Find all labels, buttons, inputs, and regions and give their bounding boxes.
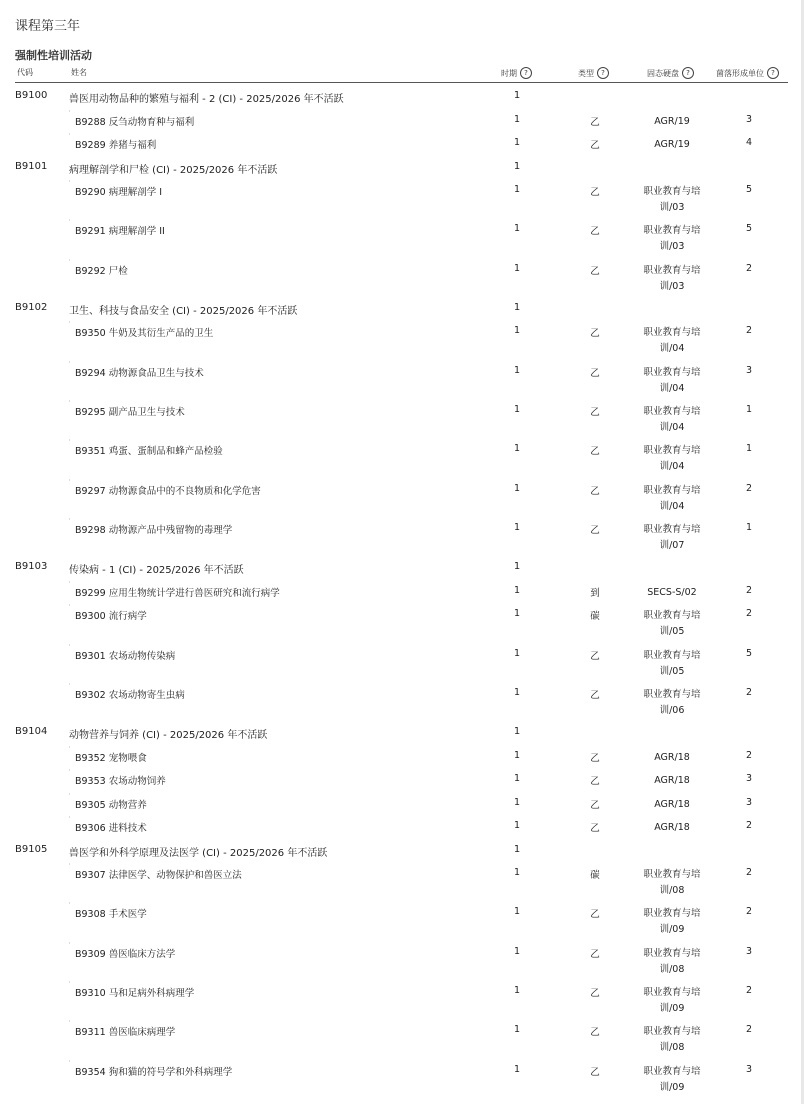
hours-value: 1 xyxy=(513,749,521,761)
group-name: 兽医用动物品种的繁殖与福利 - 2 (CI) - 2025/2026 年不活跃 xyxy=(69,94,344,105)
hours-value: 1 xyxy=(513,184,521,195)
cfu-value: 3 xyxy=(745,113,753,125)
indent-divider xyxy=(69,1020,70,1022)
ssd-line: AGR/18 xyxy=(654,822,690,834)
type-value: 乙 xyxy=(590,116,600,128)
indent-divider xyxy=(69,769,70,771)
ssd-line: 职业教育与培 xyxy=(643,610,701,622)
hours-value: 1 xyxy=(513,113,521,125)
ssd-value xyxy=(628,906,716,938)
cfu-value: 1 xyxy=(745,443,753,455)
ssd-line: 职业教育与培 xyxy=(643,225,701,237)
cfu-value: 2 xyxy=(745,686,753,698)
column-header-type xyxy=(578,67,609,79)
indent-divider xyxy=(69,942,70,944)
course-name: B9300 流行病学 xyxy=(75,611,147,623)
ssd-value xyxy=(628,365,716,397)
course-name: B9310 马和足病外科病理学 xyxy=(75,988,195,999)
ssd-line: 职业教育与培 xyxy=(643,649,701,661)
hours-value: 1 xyxy=(513,945,521,957)
type-value: 乙 xyxy=(590,328,600,340)
type-value: 乙 xyxy=(590,776,600,788)
ssd-value xyxy=(628,946,716,978)
course-name: B9298 动物源产品中残留物的毒理学 xyxy=(75,524,233,536)
type-value: 乙 xyxy=(590,909,600,921)
ssd-line: 职业教育与培 xyxy=(643,987,701,998)
ssd-line: 职业教育与培 xyxy=(643,327,701,339)
ssd-line: 训/04 xyxy=(659,382,685,394)
type-value: 乙 xyxy=(590,367,600,379)
ssd-line: 训/03 xyxy=(659,241,685,253)
indent-divider xyxy=(69,321,70,323)
group-code: B9101 xyxy=(15,160,48,172)
hours-value: 1 xyxy=(513,262,521,274)
course-name: B9354 狗和猫的符号学和外科病理学 xyxy=(75,1066,233,1078)
cfu-value: 3 xyxy=(745,773,753,785)
ssd-line: AGR/18 xyxy=(654,798,690,810)
ssd-line: 职业教育与培 xyxy=(643,484,701,496)
course-name: B9350 牛奶及其衍生产品的卫生 xyxy=(75,328,214,340)
hours-value: 1 xyxy=(513,584,521,596)
ssd-value xyxy=(628,750,716,766)
cfu-value: 2 xyxy=(745,1024,753,1036)
indent-divider xyxy=(69,581,70,583)
cfu-value: 3 xyxy=(745,364,753,376)
type-value: 乙 xyxy=(590,226,600,238)
ssd-line: 职业教育与培 xyxy=(643,947,701,959)
column-header-type-label: 类型 xyxy=(578,68,594,78)
course-name: B9311 兽医临床病理学 xyxy=(75,1027,176,1039)
hours-value: 1 xyxy=(513,137,521,148)
indent-divider xyxy=(69,180,70,182)
hours-value: 1 xyxy=(513,773,521,785)
type-value: 乙 xyxy=(590,1066,600,1078)
ssd-value xyxy=(628,522,716,554)
ssd-value xyxy=(628,114,716,130)
hours-value: 1 xyxy=(513,482,521,494)
type-value: 碳 xyxy=(590,611,600,623)
cfu-value: 2 xyxy=(745,325,753,337)
course-name: B9301 农场动物传染病 xyxy=(75,650,176,662)
ssd-line: AGR/19 xyxy=(654,139,690,150)
hours-value: 1 xyxy=(513,843,521,855)
ssd-value xyxy=(628,1064,716,1096)
ssd-line: 职业教育与培 xyxy=(643,366,701,378)
ssd-line: 训/08 xyxy=(659,963,685,975)
cfu-value: 3 xyxy=(745,1063,753,1075)
cfu-value: 2 xyxy=(745,906,753,918)
ssd-line: AGR/18 xyxy=(654,751,690,763)
group-code: B9102 xyxy=(15,301,48,313)
column-header-hours-label: 时期 xyxy=(501,68,517,78)
type-value: 乙 xyxy=(590,752,600,764)
type-value: 乙 xyxy=(590,446,600,458)
ssd-line: 训/05 xyxy=(659,626,685,638)
help-icon[interactable]: ? xyxy=(597,67,609,79)
ssd-value xyxy=(628,773,716,789)
indent-divider xyxy=(69,361,70,363)
ssd-value xyxy=(628,443,716,475)
column-header-code: 代码 xyxy=(17,68,33,77)
ssd-line: AGR/18 xyxy=(654,775,690,787)
indent-divider xyxy=(69,400,70,402)
indent-divider xyxy=(69,604,70,606)
hours-value: 1 xyxy=(513,325,521,337)
hours-value: 1 xyxy=(513,867,521,879)
column-header-hours xyxy=(501,67,532,79)
ssd-line: 训/08 xyxy=(659,885,685,897)
group-name: 卫生、科技与食品安全 (CI) - 2025/2026 年不活跃 xyxy=(69,305,298,317)
course-name: B9308 手术医学 xyxy=(75,909,147,921)
ssd-value xyxy=(628,585,716,601)
hours-value: 1 xyxy=(513,1024,521,1036)
type-value: 乙 xyxy=(590,1027,600,1039)
type-value: 乙 xyxy=(590,265,600,277)
column-header-cfu xyxy=(716,67,779,79)
ssd-line: 训/09 xyxy=(659,924,685,936)
ssd-line: 训/03 xyxy=(659,280,685,292)
ssd-line: 训/07 xyxy=(659,539,685,551)
ssd-value xyxy=(628,404,716,436)
cfu-value: 3 xyxy=(745,945,753,957)
cfu-value: 5 xyxy=(745,647,753,659)
ssd-value xyxy=(628,608,716,640)
type-value: 乙 xyxy=(590,799,600,811)
indent-divider xyxy=(69,981,70,983)
ssd-line: 训/04 xyxy=(659,343,685,355)
course-name: B9288 反刍动物育种与福利 xyxy=(75,116,195,128)
indent-divider xyxy=(69,683,70,685)
course-name: B9294 动物源食品卫生与技术 xyxy=(75,367,204,379)
course-name: B9309 兽医临床方法学 xyxy=(75,948,176,960)
ssd-line: 职业教育与培 xyxy=(643,688,701,700)
ssd-value xyxy=(628,985,716,1017)
type-value: 乙 xyxy=(590,988,600,999)
course-name: B9306 进料技术 xyxy=(75,823,147,835)
indent-divider xyxy=(69,902,70,904)
type-value: 乙 xyxy=(590,689,600,701)
cfu-value: 2 xyxy=(745,482,753,494)
hours-value: 1 xyxy=(513,364,521,376)
course-name: B9290 病理解剖学 I xyxy=(75,187,163,198)
hours-value: 1 xyxy=(513,1063,521,1075)
course-name: B9297 动物源食品中的不良物质和化学危害 xyxy=(75,485,261,497)
ssd-value xyxy=(628,184,716,216)
hours-value: 1 xyxy=(513,906,521,918)
section-title: 强制性培训活动 xyxy=(15,49,92,62)
ssd-line: SECS-S/02 xyxy=(647,586,697,598)
ssd-value xyxy=(628,797,716,813)
cfu-value: 5 xyxy=(745,223,753,235)
hours-value: 1 xyxy=(513,160,521,172)
help-icon[interactable]: ? xyxy=(682,67,694,79)
cfu-value: 2 xyxy=(745,985,753,996)
cfu-value: 2 xyxy=(745,749,753,761)
course-name: B9302 农场动物寄生虫病 xyxy=(75,689,185,701)
ssd-line: 训/03 xyxy=(659,202,685,213)
type-value: 乙 xyxy=(590,140,600,151)
hours-value: 1 xyxy=(513,686,521,698)
type-value: 到 xyxy=(590,587,600,599)
type-value: 乙 xyxy=(590,407,600,418)
ssd-value xyxy=(628,263,716,295)
hours-value: 1 xyxy=(513,404,521,415)
indent-divider xyxy=(69,793,70,795)
type-value: 乙 xyxy=(590,948,600,960)
ssd-value xyxy=(628,325,716,357)
indent-divider xyxy=(69,518,70,520)
ssd-line: 职业教育与培 xyxy=(643,908,701,920)
hours-value: 1 xyxy=(513,443,521,455)
hours-value: 1 xyxy=(513,301,521,313)
ssd-line: 职业教育与培 xyxy=(643,406,701,417)
type-value: 乙 xyxy=(590,485,600,497)
indent-divider xyxy=(69,259,70,261)
ssd-line: 职业教育与培 xyxy=(643,186,701,197)
cfu-value: 1 xyxy=(745,404,753,415)
course-name: B9289 养猪与福利 xyxy=(75,140,157,151)
column-header-ssd-label: 固态硬盘 xyxy=(647,68,679,78)
ssd-line: 训/04 xyxy=(659,500,685,512)
cfu-value: 1 xyxy=(745,521,753,533)
ssd-line: 职业教育与培 xyxy=(643,1065,701,1077)
course-name: B9351 鸡蛋、蛋制品和蜂产品检验 xyxy=(75,446,223,458)
cfu-value: 2 xyxy=(745,820,753,832)
column-header-cfu-label: 菌落形成单位 xyxy=(716,68,764,78)
hours-value: 1 xyxy=(513,647,521,659)
group-name: 病理解剖学和尸检 (CI) - 2025/2026 年不活跃 xyxy=(69,164,278,176)
ssd-line: 职业教育与培 xyxy=(643,264,701,276)
cfu-value: 5 xyxy=(745,184,753,195)
hours-value: 1 xyxy=(513,985,521,996)
cfu-value: 4 xyxy=(745,137,753,148)
table-header xyxy=(15,66,788,83)
indent-divider xyxy=(69,110,70,112)
course-name: B9305 动物营养 xyxy=(75,799,147,811)
group-name: 兽医学和外科学原理及法医学 (CI) - 2025/2026 年不活跃 xyxy=(69,847,328,859)
ssd-value xyxy=(628,867,716,899)
course-name: B9353 农场动物饲养 xyxy=(75,776,166,788)
ssd-value xyxy=(628,223,716,255)
ssd-line: 训/05 xyxy=(659,665,685,677)
ssd-value xyxy=(628,137,716,153)
course-name: B9291 病理解剖学 II xyxy=(75,226,165,238)
course-name: B9292 尸检 xyxy=(75,265,128,277)
group-name: 传染病 - 1 (CI) - 2025/2026 年不活跃 xyxy=(69,565,244,577)
hours-value: 1 xyxy=(513,608,521,620)
indent-divider xyxy=(69,133,70,135)
ssd-value xyxy=(628,1024,716,1056)
course-name: B9299 应用生物统计学进行兽医研究和流行病学 xyxy=(75,587,280,599)
ssd-line: 训/06 xyxy=(659,704,685,716)
column-header-ssd xyxy=(647,67,694,79)
group-code: B9103 xyxy=(15,561,48,573)
hours-value: 1 xyxy=(513,223,521,235)
indent-divider xyxy=(69,746,70,748)
indent-divider xyxy=(69,439,70,441)
column-header-name: 姓名 xyxy=(71,68,87,77)
group-code: B9104 xyxy=(15,726,48,738)
hours-value: 1 xyxy=(513,726,521,738)
ssd-value xyxy=(628,687,716,719)
hours-value: 1 xyxy=(513,521,521,533)
indent-divider xyxy=(69,219,70,221)
ssd-line: 训/08 xyxy=(659,1042,685,1054)
type-value: 乙 xyxy=(590,187,600,198)
cfu-value: 3 xyxy=(745,796,753,808)
hours-value: 1 xyxy=(513,796,521,808)
help-icon[interactable]: ? xyxy=(767,67,779,79)
hours-value: 1 xyxy=(513,820,521,832)
ssd-value xyxy=(628,820,716,836)
ssd-line: 职业教育与培 xyxy=(643,869,701,881)
indent-divider xyxy=(69,816,70,818)
ssd-line: 职业教育与培 xyxy=(643,1026,701,1038)
type-value: 乙 xyxy=(590,524,600,536)
indent-divider xyxy=(69,479,70,481)
ssd-line: 职业教育与培 xyxy=(643,445,701,457)
hours-value: 1 xyxy=(513,90,521,101)
type-value: 乙 xyxy=(590,650,600,662)
ssd-value xyxy=(628,483,716,515)
group-code: B9105 xyxy=(15,843,48,855)
ssd-line: 训/09 xyxy=(659,1081,685,1093)
cfu-value: 2 xyxy=(745,608,753,620)
cfu-value: 2 xyxy=(745,262,753,274)
hours-value: 1 xyxy=(513,561,521,573)
type-value: 乙 xyxy=(590,823,600,835)
ssd-line: 训/09 xyxy=(659,1003,685,1014)
ssd-line: AGR/19 xyxy=(654,115,690,127)
indent-divider xyxy=(69,863,70,865)
ssd-value xyxy=(628,648,716,680)
course-name: B9295 副产品卫生与技术 xyxy=(75,407,185,418)
ssd-line: 训/04 xyxy=(659,422,685,433)
type-value: 碳 xyxy=(590,870,600,882)
ssd-line: 训/04 xyxy=(659,461,685,473)
indent-divider xyxy=(69,644,70,646)
help-icon[interactable]: ? xyxy=(520,67,532,79)
course-name: B9352 宠物喂食 xyxy=(75,752,147,764)
cfu-value: 2 xyxy=(745,584,753,596)
group-name: 动物营养与饲养 (CI) - 2025/2026 年不活跃 xyxy=(69,730,268,742)
cfu-value: 2 xyxy=(745,867,753,879)
indent-divider xyxy=(69,1060,70,1062)
course-name: B9307 法律医学、动物保护和兽医立法 xyxy=(75,870,242,882)
group-code: B9100 xyxy=(15,90,48,101)
ssd-line: 职业教育与培 xyxy=(643,523,701,535)
page-title: 课程第三年 xyxy=(15,19,81,34)
